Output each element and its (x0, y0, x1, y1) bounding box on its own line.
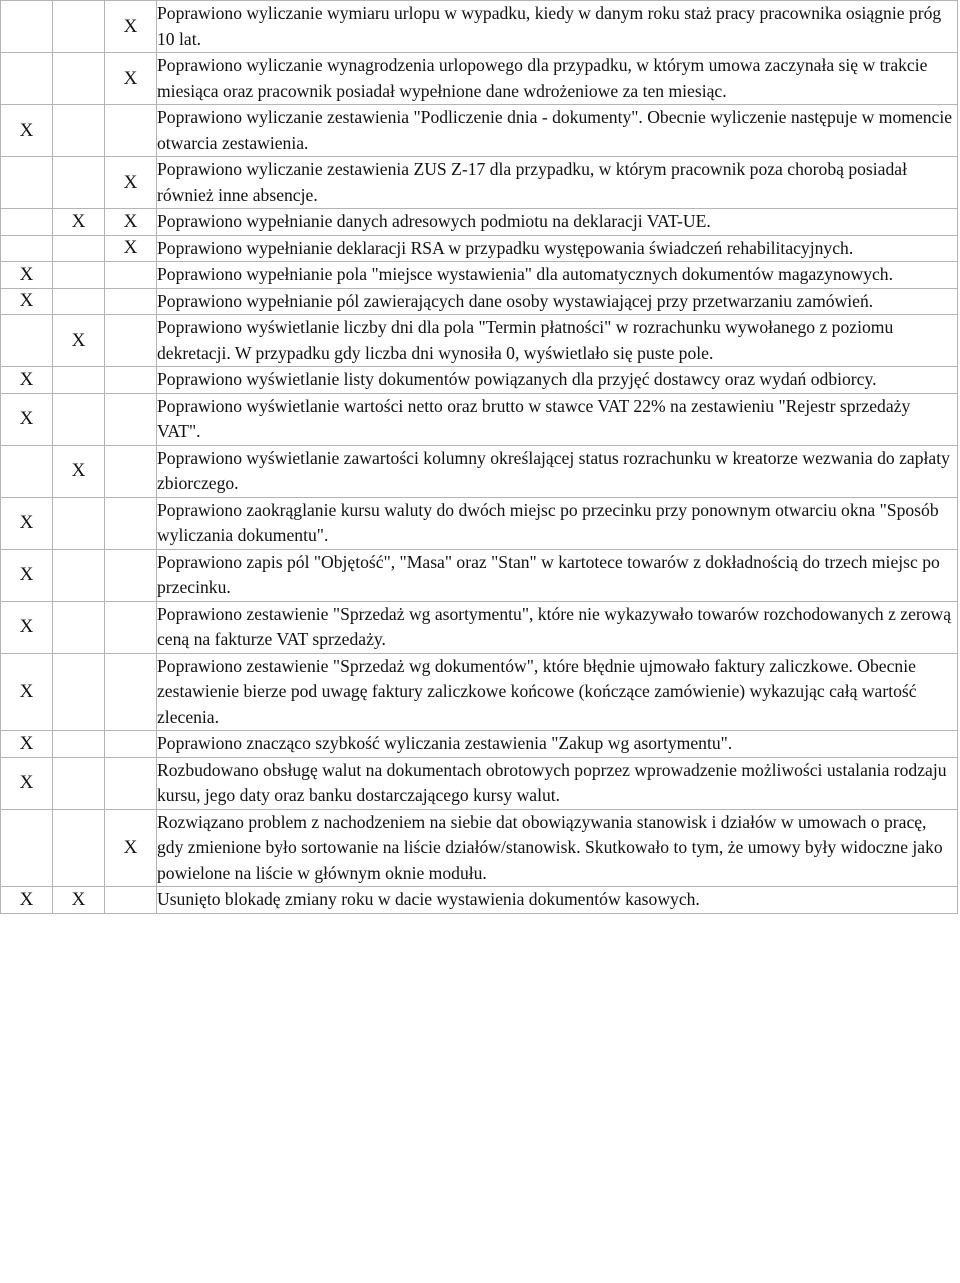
module-mark-cell-3 (105, 315, 157, 367)
module-mark-cell-3 (105, 549, 157, 601)
change-description: Poprawiono znacząco szybkość wyliczania zestawienia "Zakup wg asortymentu". (157, 731, 958, 758)
module-mark-cell-3: X (105, 157, 157, 209)
table-row (1, 1, 958, 53)
module-mark-cell-2 (53, 157, 105, 209)
module-mark-cell-2: X (53, 315, 105, 367)
table-row (1, 757, 958, 809)
change-description: Poprawiono wypełnianie pól zawierających dane osoby wystawiającej przy przetwarzaniu zamówień. (157, 288, 958, 315)
change-description: Poprawiono wyświetlanie wartości netto oraz brutto w stawce VAT 22% na zestawieniu "Rejestr sprzedaży VAT". (157, 393, 958, 445)
module-mark-cell-1: X (1, 887, 53, 914)
module-mark-cell-2 (53, 367, 105, 394)
change-description: Poprawiono wypełnianie danych adresowych podmiotu na deklaracji VAT-UE. (157, 209, 958, 236)
module-mark-cell-1: X (1, 393, 53, 445)
module-mark-cell-2: X (53, 209, 105, 236)
change-description: Poprawiono wyliczanie zestawienia "Podliczenie dnia - dokumenty". Obecnie wyliczenie następuje w momencie otwarcia zestawienia. (157, 105, 958, 157)
table-row (1, 288, 958, 315)
table-row (1, 653, 958, 731)
table-row (1, 209, 958, 236)
change-description: Poprawiono zestawienie "Sprzedaż wg asortymentu", które nie wykazywało towarów rozchodowanych z zerową ceną na fakturze VAT sprzedaży. (157, 601, 958, 653)
module-mark-cell-3 (105, 105, 157, 157)
module-mark-cell-1: X (1, 601, 53, 653)
module-mark-cell-3: X (105, 209, 157, 236)
module-mark-cell-2 (53, 809, 105, 887)
module-mark-cell-1 (1, 209, 53, 236)
module-mark-cell-1 (1, 809, 53, 887)
module-mark-cell-3 (105, 262, 157, 289)
change-description: Rozwiązano problem z nachodzeniem na siebie dat obowiązywania stanowisk i działów w umowach o pracę, gdy zmienione było sortowanie na liście działów/stanowisk. Skutkowało to tym, że umowy były widoczne jako powielone na liście w głównym oknie modułu. (157, 809, 958, 887)
table-row (1, 367, 958, 394)
table-row (1, 105, 958, 157)
module-mark-cell-2 (53, 262, 105, 289)
module-mark-cell-3 (105, 601, 157, 653)
table-row (1, 157, 958, 209)
module-mark-cell-2: X (53, 445, 105, 497)
module-mark-cell-1: X (1, 262, 53, 289)
module-mark-cell-2 (53, 53, 105, 105)
module-mark-cell-1 (1, 53, 53, 105)
module-mark-cell-2 (53, 393, 105, 445)
module-mark-cell-2 (53, 653, 105, 731)
changelog-rows (1, 1, 958, 914)
change-description: Poprawiono wyświetlanie zawartości kolumny określającej status rozrachunku w kreatorze wezwania do zapłaty zbiorczego. (157, 445, 958, 497)
change-description: Rozbudowano obsługę walut na dokumentach obrotowych poprzez wprowadzenie możliwości ustalania rodzaju kursu, jego daty oraz banku dostarczającego kursy walut. (157, 757, 958, 809)
table-row (1, 393, 958, 445)
module-mark-cell-2 (53, 235, 105, 262)
table-row (1, 731, 958, 758)
module-mark-cell-3 (105, 731, 157, 758)
table-row (1, 53, 958, 105)
module-mark-cell-1: X (1, 288, 53, 315)
module-mark-cell-3 (105, 887, 157, 914)
module-mark-cell-1 (1, 157, 53, 209)
table-row (1, 549, 958, 601)
module-mark-cell-1 (1, 1, 53, 53)
module-mark-cell-2: X (53, 887, 105, 914)
module-mark-cell-1: X (1, 497, 53, 549)
module-mark-cell-3: X (105, 809, 157, 887)
table-row (1, 887, 958, 914)
module-mark-cell-3 (105, 445, 157, 497)
module-mark-cell-1 (1, 235, 53, 262)
module-mark-cell-2 (53, 497, 105, 549)
change-description: Poprawiono wypełnianie pola "miejsce wystawienia" dla automatycznych dokumentów magazynowych. (157, 262, 958, 289)
module-mark-cell-3 (105, 367, 157, 394)
module-mark-cell-2 (53, 288, 105, 315)
module-mark-cell-2 (53, 601, 105, 653)
change-description: Usunięto blokadę zmiany roku w dacie wystawienia dokumentów kasowych. (157, 887, 958, 914)
module-mark-cell-2 (53, 757, 105, 809)
module-mark-cell-3: X (105, 235, 157, 262)
module-mark-cell-1 (1, 315, 53, 367)
module-mark-cell-1: X (1, 549, 53, 601)
module-mark-cell-3: X (105, 53, 157, 105)
module-mark-cell-1 (1, 445, 53, 497)
module-mark-cell-1: X (1, 105, 53, 157)
module-mark-cell-3 (105, 757, 157, 809)
module-mark-cell-3 (105, 393, 157, 445)
table-row (1, 315, 958, 367)
module-mark-cell-1: X (1, 757, 53, 809)
table-row (1, 497, 958, 549)
module-mark-cell-1: X (1, 731, 53, 758)
change-description: Poprawiono wyliczanie wynagrodzenia urlopowego dla przypadku, w którym umowa zaczynała się w trakcie miesiąca oraz pracownik posiadał wypełnione dane wdrożeniowe za ten miesiąc. (157, 53, 958, 105)
module-mark-cell-3 (105, 497, 157, 549)
change-description: Poprawiono zaokrąglanie kursu waluty do dwóch miejsc po przecinku przy ponownym otwarciu okna "Sposób wyliczania dokumentu". (157, 497, 958, 549)
table-row (1, 601, 958, 653)
module-mark-cell-2 (53, 731, 105, 758)
change-description: Poprawiono zestawienie "Sprzedaż wg dokumentów", które błędnie ujmowało faktury zaliczkowe. Obecnie zestawienie bierze pod uwagę faktury zaliczkowe końcowe (kończące zamówienie) wykazując całą wartość zlecenia. (157, 653, 958, 731)
table-row (1, 235, 958, 262)
module-mark-cell-1: X (1, 367, 53, 394)
module-mark-cell-3 (105, 288, 157, 315)
change-description: Poprawiono wyświetlanie listy dokumentów powiązanych dla przyjęć dostawcy oraz wydań odbiorcy. (157, 367, 958, 394)
module-mark-cell-3: X (105, 1, 157, 53)
change-description: Poprawiono zapis pól "Objętość", "Masa" oraz "Stan" w kartotece towarów z dokładnością do trzech miejsc po przecinku. (157, 549, 958, 601)
change-description: Poprawiono wyliczanie wymiaru urlopu w wypadku, kiedy w danym roku staż pracy pracownika osiągnie próg 10 lat. (157, 1, 958, 53)
table-row (1, 262, 958, 289)
table-row (1, 445, 958, 497)
change-description: Poprawiono wyliczanie zestawienia ZUS Z-17 dla przypadku, w którym pracownik poza chorobą posiadał również inne absencje. (157, 157, 958, 209)
table-row (1, 809, 958, 887)
module-mark-cell-2 (53, 1, 105, 53)
change-description: Poprawiono wypełnianie deklaracji RSA w przypadku występowania świadczeń rehabilitacyjnych. (157, 235, 958, 262)
module-mark-cell-3 (105, 653, 157, 731)
module-mark-cell-1: X (1, 653, 53, 731)
module-mark-cell-2 (53, 549, 105, 601)
module-mark-cell-2 (53, 105, 105, 157)
change-description: Poprawiono wyświetlanie liczby dni dla pola "Termin płatności" w rozrachunku wywołanego z poziomu dekretacji. W przypadku gdy liczba dni wynosiła 0, wyświetlało się puste pole. (157, 315, 958, 367)
